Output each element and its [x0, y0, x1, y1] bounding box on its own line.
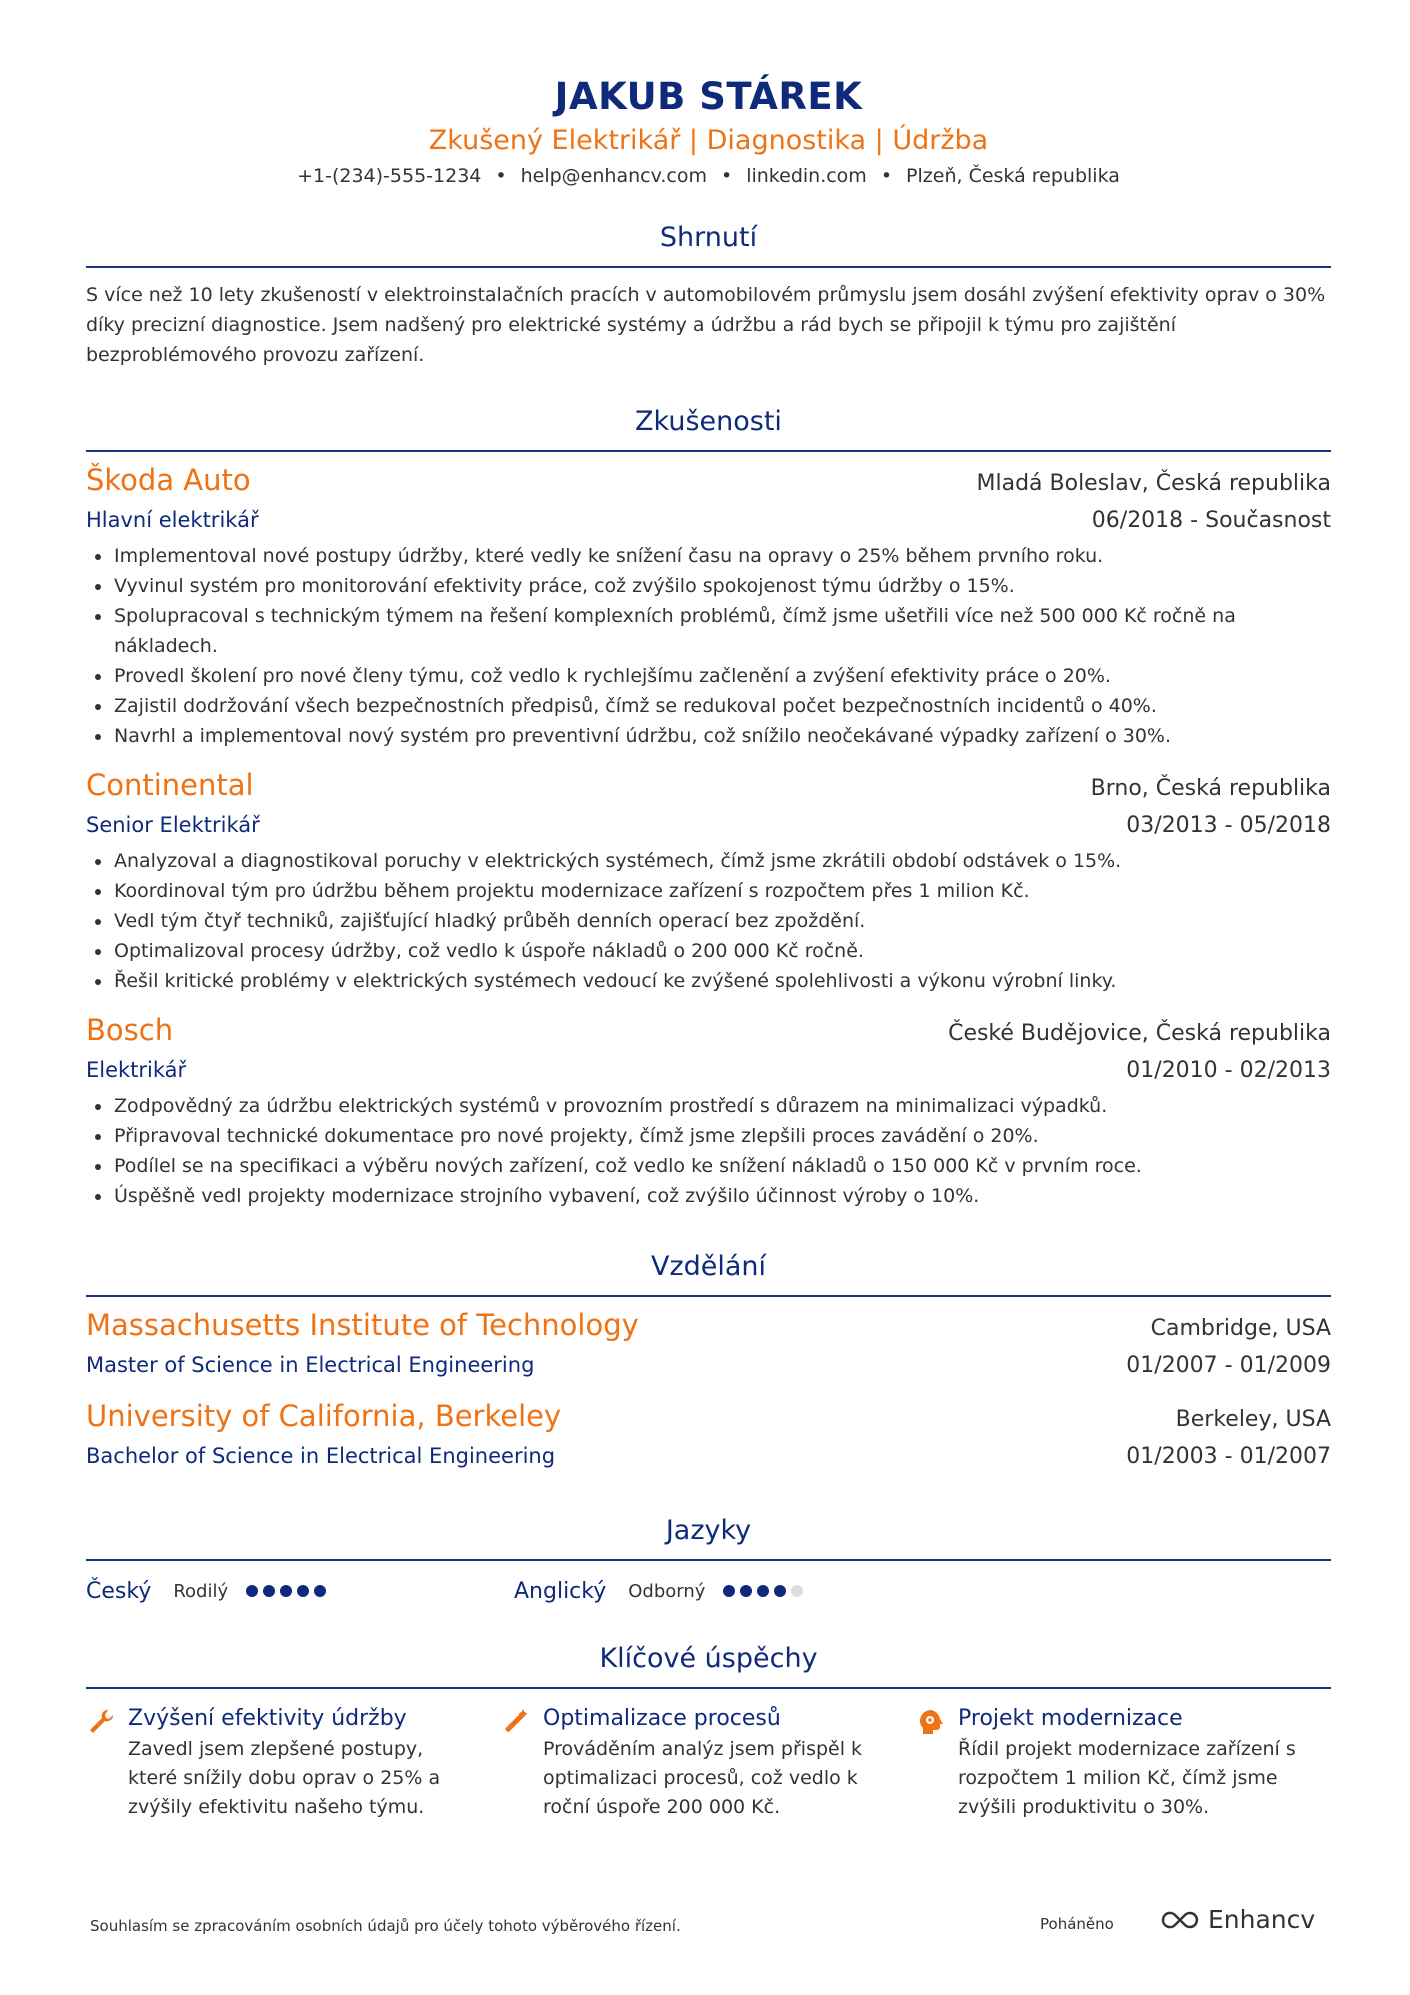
degree: Bachelor of Science in Electrical Engineering — [86, 1444, 556, 1468]
consent-note: Souhlasím se zpracováním osobních údajů pro účely tohoto výběrového řízení. — [90, 1917, 681, 1935]
degree: Master of Science in Electrical Engineering — [86, 1353, 535, 1377]
summary-text: S více než 10 lety zkušeností v elektroinstalačních pracích v automobilovém průmyslu jsem dosáhl zvýšení efektivity oprav o 30% díky precizní diagnostice. Jsem nadšený pro elektrické systémy a údržbu a rád bych se připojil k týmu pro zajištění bezproblémového provozu zařízení. — [86, 284, 1326, 366]
education-dates: 01/2003 - 01/2007 — [1126, 1444, 1331, 1469]
enhancv-logo-icon — [1160, 1909, 1200, 1931]
bullet-item: Řešil kritické problémy v elektrických systémech vedoucí ke zvýšené spolehlivosti a výkonu výrobní linky. — [86, 966, 1331, 996]
experience-section — [86, 402, 1331, 1211]
separator: • — [880, 165, 893, 187]
summary-section — [86, 218, 1331, 370]
location: Plzeň, Česká republika — [906, 165, 1120, 187]
rating-dot-filled — [246, 1585, 258, 1597]
job-location: Brno, Česká republika — [1090, 776, 1331, 801]
rating-dot-filled — [263, 1585, 275, 1597]
achievement-title: Optimalizace procesů — [543, 1706, 781, 1731]
section-title-experience: Zkušenosti — [86, 402, 1331, 452]
separator: • — [720, 165, 733, 187]
achievement-description: Zavedl jsem zlepšené postupy, které snížily dobu oprav o 25% a zvýšily efektivitu našeho týmu. — [128, 1738, 441, 1818]
powered-by-label: Poháněno — [1040, 1915, 1114, 1933]
rating-dot-filled — [297, 1585, 309, 1597]
email[interactable]: help@enhancv.com — [520, 165, 707, 187]
section-title-languages: Jazyky — [86, 1511, 1331, 1561]
education-dates: 01/2007 - 01/2009 — [1126, 1353, 1331, 1378]
school-location: Berkeley, USA — [1175, 1407, 1331, 1432]
bullet-item: Implementoval nové postupy údržby, které vedly ke snížení času na opravy o 25% během prvního roku. — [86, 541, 1331, 571]
language-level: Odborný — [628, 1580, 706, 1602]
education-entry — [86, 1396, 1331, 1475]
bullet-item: Úspěšně vedl projekty modernizace strojního vybavení, což zvýšilo účinnost výroby o 10%. — [86, 1181, 1331, 1211]
achievement-item — [916, 1703, 1331, 1822]
wrench-icon — [86, 1703, 128, 1822]
job-location: České Budějovice, Česká republika — [948, 1021, 1331, 1046]
bullet-item: Optimalizoval procesy údržby, což vedlo k úspoře nákladů o 200 000 Kč ročně. — [86, 936, 1331, 966]
language-name: Český — [86, 1578, 152, 1604]
candidate-headline: Zkušený Elektrikář | Diagnostika | Údržba — [428, 125, 989, 156]
job-dates: 01/2010 - 02/2013 — [1126, 1058, 1331, 1083]
separator: • — [495, 165, 507, 187]
language-item — [86, 1571, 514, 1611]
company-name: Bosch — [86, 1013, 174, 1047]
job-dates: 06/2018 - Současnost — [1091, 508, 1331, 533]
resume-page — [86, 74, 1331, 1822]
achievements-section — [86, 1639, 1331, 1822]
bullet-list — [86, 1091, 1331, 1211]
achievement-description: Prováděním analýz jsem přispěl k optimalizaci procesů, což vedlo k roční úspoře 200 000 Kč. — [543, 1738, 863, 1818]
bullet-list — [86, 541, 1331, 751]
rating-dot-filled — [740, 1585, 752, 1597]
job-title: Senior Elektrikář — [86, 813, 260, 837]
achievement-item — [86, 1703, 501, 1822]
experience-entry — [86, 460, 1331, 751]
job-title: Hlavní elektrikář — [86, 508, 259, 532]
bullet-item: Vedl tým čtyř techniků, zajišťující hladký průběh denních operací bez zpoždění. — [86, 906, 1331, 936]
rating-dot-filled — [774, 1585, 786, 1597]
achievement-title: Projekt modernizace — [958, 1706, 1183, 1731]
contact-line — [86, 162, 1331, 190]
achievement-description: Řídil projekt modernizace zařízení s rozpočtem 1 milion Kč, čímž jsme zvýšili produktivitu o 30%. — [958, 1738, 1296, 1818]
achievement-title: Zvýšení efektivity údržby — [128, 1706, 407, 1731]
rating-dot-filled — [723, 1585, 735, 1597]
brand-name: Enhancv — [1208, 1905, 1316, 1934]
bullet-item: Provedl školení pro nové členy týmu, což vedlo k rychlejšímu začlenění a zvýšení efektivity práce o 20%. — [86, 661, 1331, 691]
linkedin[interactable]: linkedin.com — [746, 165, 867, 187]
company-name: Škoda Auto — [86, 463, 251, 497]
education-section — [86, 1247, 1331, 1475]
company-name: Continental — [86, 768, 254, 802]
experience-entry — [86, 765, 1331, 996]
language-level: Rodilý — [173, 1580, 229, 1602]
section-title-achievements: Klíčové úspěchy — [86, 1639, 1331, 1689]
magic-wand-icon — [501, 1703, 543, 1822]
language-name: Anglický — [514, 1578, 607, 1604]
section-title-education: Vzdělání — [86, 1247, 1331, 1297]
bullet-item: Vyvinul systém pro monitorování efektivity práce, což zvýšilo spokojenost týmu údržby o 15%. — [86, 571, 1331, 601]
job-title: Elektrikář — [86, 1058, 187, 1082]
language-rating — [246, 1585, 331, 1597]
experience-entry — [86, 1010, 1331, 1211]
bullet-item: Koordinoval tým pro údržbu během projektu modernizace zařízení s rozpočtem přes 1 milion Kč. — [86, 876, 1331, 906]
achievement-item — [501, 1703, 916, 1822]
head-gear-icon — [916, 1703, 958, 1822]
bullet-item: Analyzoval a diagnostikoval poruchy v elektrických systémech, čímž jsme zkrátili období odstávek o 15%. — [86, 846, 1331, 876]
bullet-list — [86, 846, 1331, 996]
job-location: Mladá Boleslav, Česká republika — [976, 471, 1331, 496]
rating-dot-empty — [791, 1585, 803, 1597]
school-name: Massachusetts Institute of Technology — [86, 1308, 639, 1342]
phone: +1-(234)-555-1234 — [297, 165, 482, 187]
language-item — [514, 1571, 942, 1611]
rating-dot-filled — [280, 1585, 292, 1597]
bullet-item: Zodpovědný za údržbu elektrických systémů v provozním prostředí s důrazem na minimalizaci výpadků. — [86, 1091, 1331, 1121]
rating-dot-filled — [757, 1585, 769, 1597]
bullet-item: Zajistil dodržování všech bezpečnostních předpisů, čímž se redukoval počet bezpečnostních incidentů o 40%. — [86, 691, 1331, 721]
candidate-name: JAKUB STÁREK — [554, 75, 863, 118]
brand-logo[interactable] — [1160, 1905, 1315, 1934]
languages-section — [86, 1511, 1331, 1611]
job-dates: 03/2013 - 05/2018 — [1126, 813, 1331, 838]
language-rating — [723, 1585, 808, 1597]
bullet-item: Připravoval technické dokumentace pro nové projekty, čímž jsme zlepšili proces zavádění o 20%. — [86, 1121, 1331, 1151]
bullet-item: Spolupracoval s technickým týmem na řešení komplexních problémů, čímž jsme ušetřili více než 500 000 Kč ročně na nákladech. — [86, 601, 1331, 661]
bullet-item: Podílel se na specifikaci a výběru nových zařízení, což vedlo ke snížení nákladů o 150 000 Kč v prvním roce. — [86, 1151, 1331, 1181]
school-name: University of California, Berkeley — [86, 1399, 562, 1433]
section-title-summary: Shrnutí — [86, 218, 1331, 268]
bullet-item: Navrhl a implementoval nový systém pro preventivní údržbu, což snížilo neočekávané výpadky zařízení o 30%. — [86, 721, 1331, 751]
school-location: Cambridge, USA — [1150, 1316, 1331, 1341]
rating-dot-filled — [314, 1585, 326, 1597]
education-entry — [86, 1305, 1331, 1384]
